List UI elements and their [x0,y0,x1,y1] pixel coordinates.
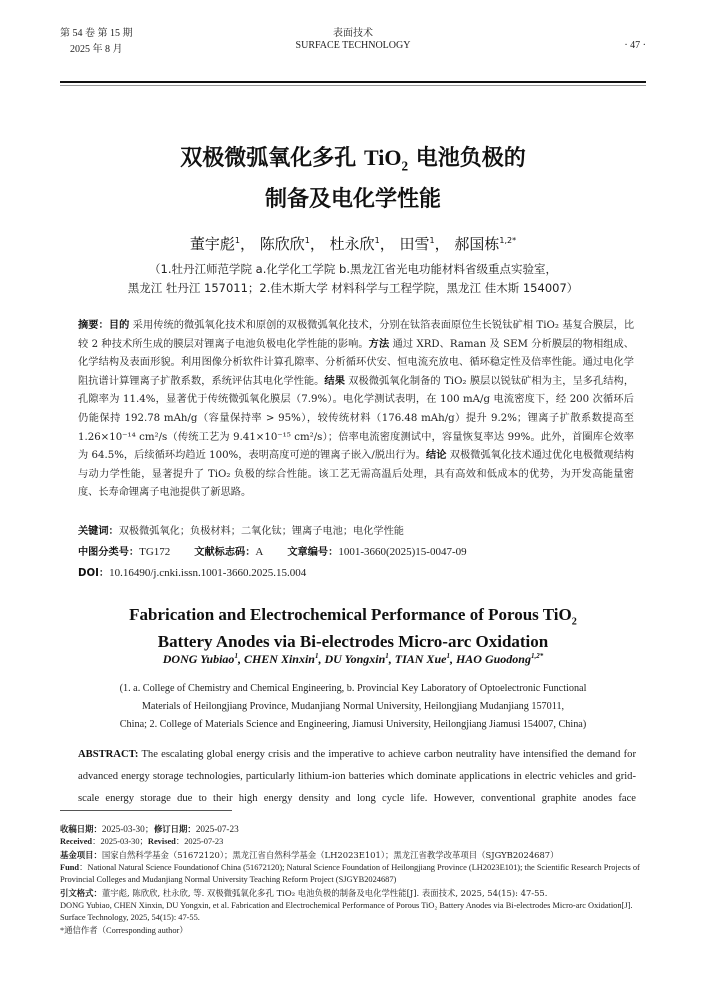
title-en [0,605,706,652]
journal-name-cn: 表面技术 [333,28,373,39]
author-name: 杜永欣 [329,235,375,253]
citation-cn-label: 引文格式： [60,888,102,898]
footnote-citation-cn [60,887,650,900]
author-name: TIAN Xue [394,652,447,666]
affiliation-en-line: China; 2. College of Materials Science and Engineering, Jiamusi University, Heilongjiang Jiamusi 154007, China) [119,719,587,730]
received-cn-label: 收稿日期： [60,824,102,834]
author [260,235,310,253]
fund-en-label: Fund [60,863,80,872]
article-no-value: 1001-3660(2025)15-0047-09 [338,546,467,558]
title-cn [0,141,706,217]
doc-code-value: A [255,546,264,558]
doi [78,564,638,579]
author [330,235,380,253]
doc-code-label: 文献标志码： [194,547,256,558]
title-cn-part: 双极微弧氧化多孔 [180,146,364,171]
formula-subscript: 2 [401,158,409,174]
revised-en-label: Revised [147,837,176,846]
received-cn-date: 2025-03-30； [101,824,154,834]
keywords [78,522,638,537]
doi-value[interactable]: 10.16490/j.cnki.issn.1001-3660.2025.15.004 [109,567,307,579]
methods-text: 通过 XRD、Raman 及 SEM 分析膜层的物相组成、化学结构及表面形貌。利用图像分析软件计算孔隙率、分析循环伏安、恒电流充放电、循环稳定性及倍率性能。通过电化学阻抗谱计算锂离子扩散系数，系统评估其电化学性能。 [78,338,634,387]
author-affiliation-mark: 1 [446,652,450,660]
header-rule-thick [60,81,646,83]
conclusion-label: 结论 [426,450,447,462]
author-name: DU Yongxin [324,652,386,666]
title-en-line1 [0,605,706,632]
author-name: 田雪 [399,235,430,253]
conclusion-text: 双极微弧氧化技术通过优化电极微观结构与动力学性能，显著提升了 TiO₂ 负极的综合性能。该工艺无需高温后处理，具有高效和低成本的优势，为开发高能量密度、长寿命锂离子电池提供了新思路。 [78,450,634,499]
classification [78,543,638,558]
title-cn-line1 [0,141,706,183]
author-affiliation-mark: 1,2* [530,652,544,660]
abstract-en-text: The escalating global energy crisis and the imperative to achieve carbon neutrality have intensified the demand for advanced energy storage technologies, particularly lithium-ion batteries which dominate applications in electric vehicles and grid-scale energy storage due to their high energy density and long cycle life. However, conventional graphite anodes face [78,749,636,804]
issue-date: 2025 年 8 月 [70,44,123,55]
author [456,652,543,666]
author [324,652,388,666]
author-name: CHEN Xinxin [243,652,315,666]
volume-issue: 第 54 卷 第 15 期 [60,28,133,39]
title-cn-formula [363,145,409,174]
page-number: · 47 · [624,40,646,51]
formula-subscript: 2 [571,616,577,628]
affiliation-en-line: (1. a. College of Chemistry and Chemical Engineering, b. Provincial Key Laboratory of Optoelectronic Functional [119,683,587,694]
author-affiliation-mark: 1 [385,652,389,660]
author-name: 董宇彪 [189,235,235,253]
clc-value: TG172 [139,546,171,558]
doi-label: DOI： [78,568,110,579]
revised-en-date: ：2025-07-23 [175,837,224,846]
affiliation-cn-line: 黑龙江 牡丹江 157011；2.佳木斯大学 材料科学与工程学院，黑龙江 佳木斯 154007） [127,281,579,295]
abstract-cn [78,317,634,503]
clc-label: 中图分类号： [78,547,140,558]
author [395,652,450,666]
title-cn-line2: 制备及电化学性能 [264,187,441,213]
footnote-separator [60,810,232,811]
footnote-citation-en: DONG Yubiao, CHEN Xinxin, DU Yongxin, et al. Fabrication and Electrochemical Performance of Porous TiO₂ Battery Anodes via Bi-electrodes Micro-arc Oxidation[J]. Surface Technology, 2025, 54(15): 47-55. [60,901,633,923]
footnote-corresponding: *通信作者（Corresponding author） [60,926,188,935]
abstract-en-label: ABSTRACT: [78,749,139,760]
footnote-dates-en [60,836,650,848]
revised-cn-label: 修订日期： [153,824,196,834]
fund-cn-text: 国家自然科学基金（51672120）；黑龙江省自然科学基金（LH2023E101）；黑龙江省教学改革项目（SJGYB2024687） [101,850,559,860]
author-name: HAO Guodong [455,652,531,666]
author-affiliation-mark: 1 [234,236,240,245]
keywords-label: 关键词： [78,526,119,537]
results-label: 结果 [324,375,345,387]
objective-label: 目的 [108,320,130,331]
results-text: 双极微弧氧化制备的 TiO₂ 膜层以锐钛矿相为主，呈多孔结构，孔隙率为 11.4%，显著优于传统微弧氧化膜层（7.9%）。电化学测试表明，在 100 mA/g 电流密度下，经 200 次循环后仍能保持 192.78 mAh/g（容量保持率 > 95%），较传统材料（176.48 mAh/g）提升 9.2%；锂离子扩散系数提高至 1.26×10⁻¹⁴ cm²/s（传统工艺为 9.41×10⁻¹⁵ cm²/s）；倍率电流密度测试中，容量恢复率达 99%。此外，首圈库仑效率为 64.5%，后续循环均趋近 100%，表明高度可逆的锂离子嵌入/脱出行为。 [78,375,635,462]
author [190,235,240,253]
author-affiliation-mark: 1 [429,236,435,245]
header-rule-thin [60,85,646,86]
journal-name-en: SURFACE TECHNOLOGY [295,40,411,51]
title-en-line2: Battery Anodes via Bi-electrodes Micro-arc Oxidation [157,632,549,652]
received-en-date: ：2025-03-30； [92,837,148,846]
author-affiliation-mark: 1 [304,236,310,245]
author [454,235,516,253]
abstract-en [78,744,636,810]
footnote-fund-en [60,862,650,887]
affiliation-en-line: Materials of Heilongjiang Province, Mudanjiang Normal University, Heilongjiang Mudanjiang 157011, [141,701,565,712]
running-header [60,24,646,72]
author-name: 陈欣欣 [259,235,305,253]
keywords-value: 双极微弧氧化；负极材料；二氧化钛；锂离子电池；电化学性能 [118,526,404,537]
revised-cn-date: 2025-07-23 [195,824,239,834]
fund-en-text: ：National Natural Science Foundationof China (51672120); Natural Science Foundation of Heilongjiang Province (LH2023E101); the Scientific Research Projects of Provincial Colleges and Mudanjiang Normal University Teaching Reform Project (SJGYB2024687) [60,863,640,885]
abstract-cn-label: 摘要： [78,320,109,331]
affiliation-cn [60,260,646,298]
author [163,652,238,666]
author-name: DONG Yubiao [162,652,235,666]
footnote-fund-cn [60,849,650,862]
affiliation-cn-line: （1.牡丹江师范学院 a.化学化工学院 b.黑龙江省光电功能材料省级重点实验室， [149,262,557,276]
methods-label: 方法 [368,338,390,350]
article-no-label: 文章编号： [287,547,339,558]
author-affiliation-mark: 1,2* [499,236,517,245]
citation-cn-text: 董宇彪, 陈欣欣, 杜永欣, 等. 双极微弧氧化多孔 TiO₂ 电池负极的制备及电化学性能[J]. 表面技术, 2025, 54(15): 47-55. [101,888,548,898]
author-affiliation-mark: 1 [314,652,319,660]
footnote-dates-cn [60,823,650,836]
authors-cn: 董宇彪$^1$， 陈欣欣$^1$， 杜永欣$^1$， 田雪$^1$， 郝国栋$^{1,2*}$ [189,235,517,253]
author-name: 郝国栋 [454,235,500,253]
formula-base: TiO [363,145,402,170]
fund-cn-label: 基金项目： [60,850,102,860]
title-cn-part: 电池负极的 [408,146,526,171]
authors-en: DONG Yubiao$^1$, CHEN Xinxin$^1$, DU Yongxin$^1$, TIAN Xue$^1$, HAO Guodong$^{1,2*}$ [162,652,544,666]
author [400,235,435,253]
objective-text: 采用传统的微弧氧化技术和原创的双极微弧氧化技术，分别在钛箔表面原位生长锐钛矿相 TiO₂ 基复合膜层，比较 2 种技术所生成的膜层对锂离子电池负极电化学性能的影响。 [78,320,635,350]
title-en-part: Fabrication and Electrochemical Performance of Porous TiO [129,605,572,624]
received-en-label: Received [60,837,93,846]
author [244,652,319,666]
author-affiliation-mark: 1 [374,236,380,245]
affiliation-en [80,680,626,734]
author-affiliation-mark: 1 [234,652,238,660]
